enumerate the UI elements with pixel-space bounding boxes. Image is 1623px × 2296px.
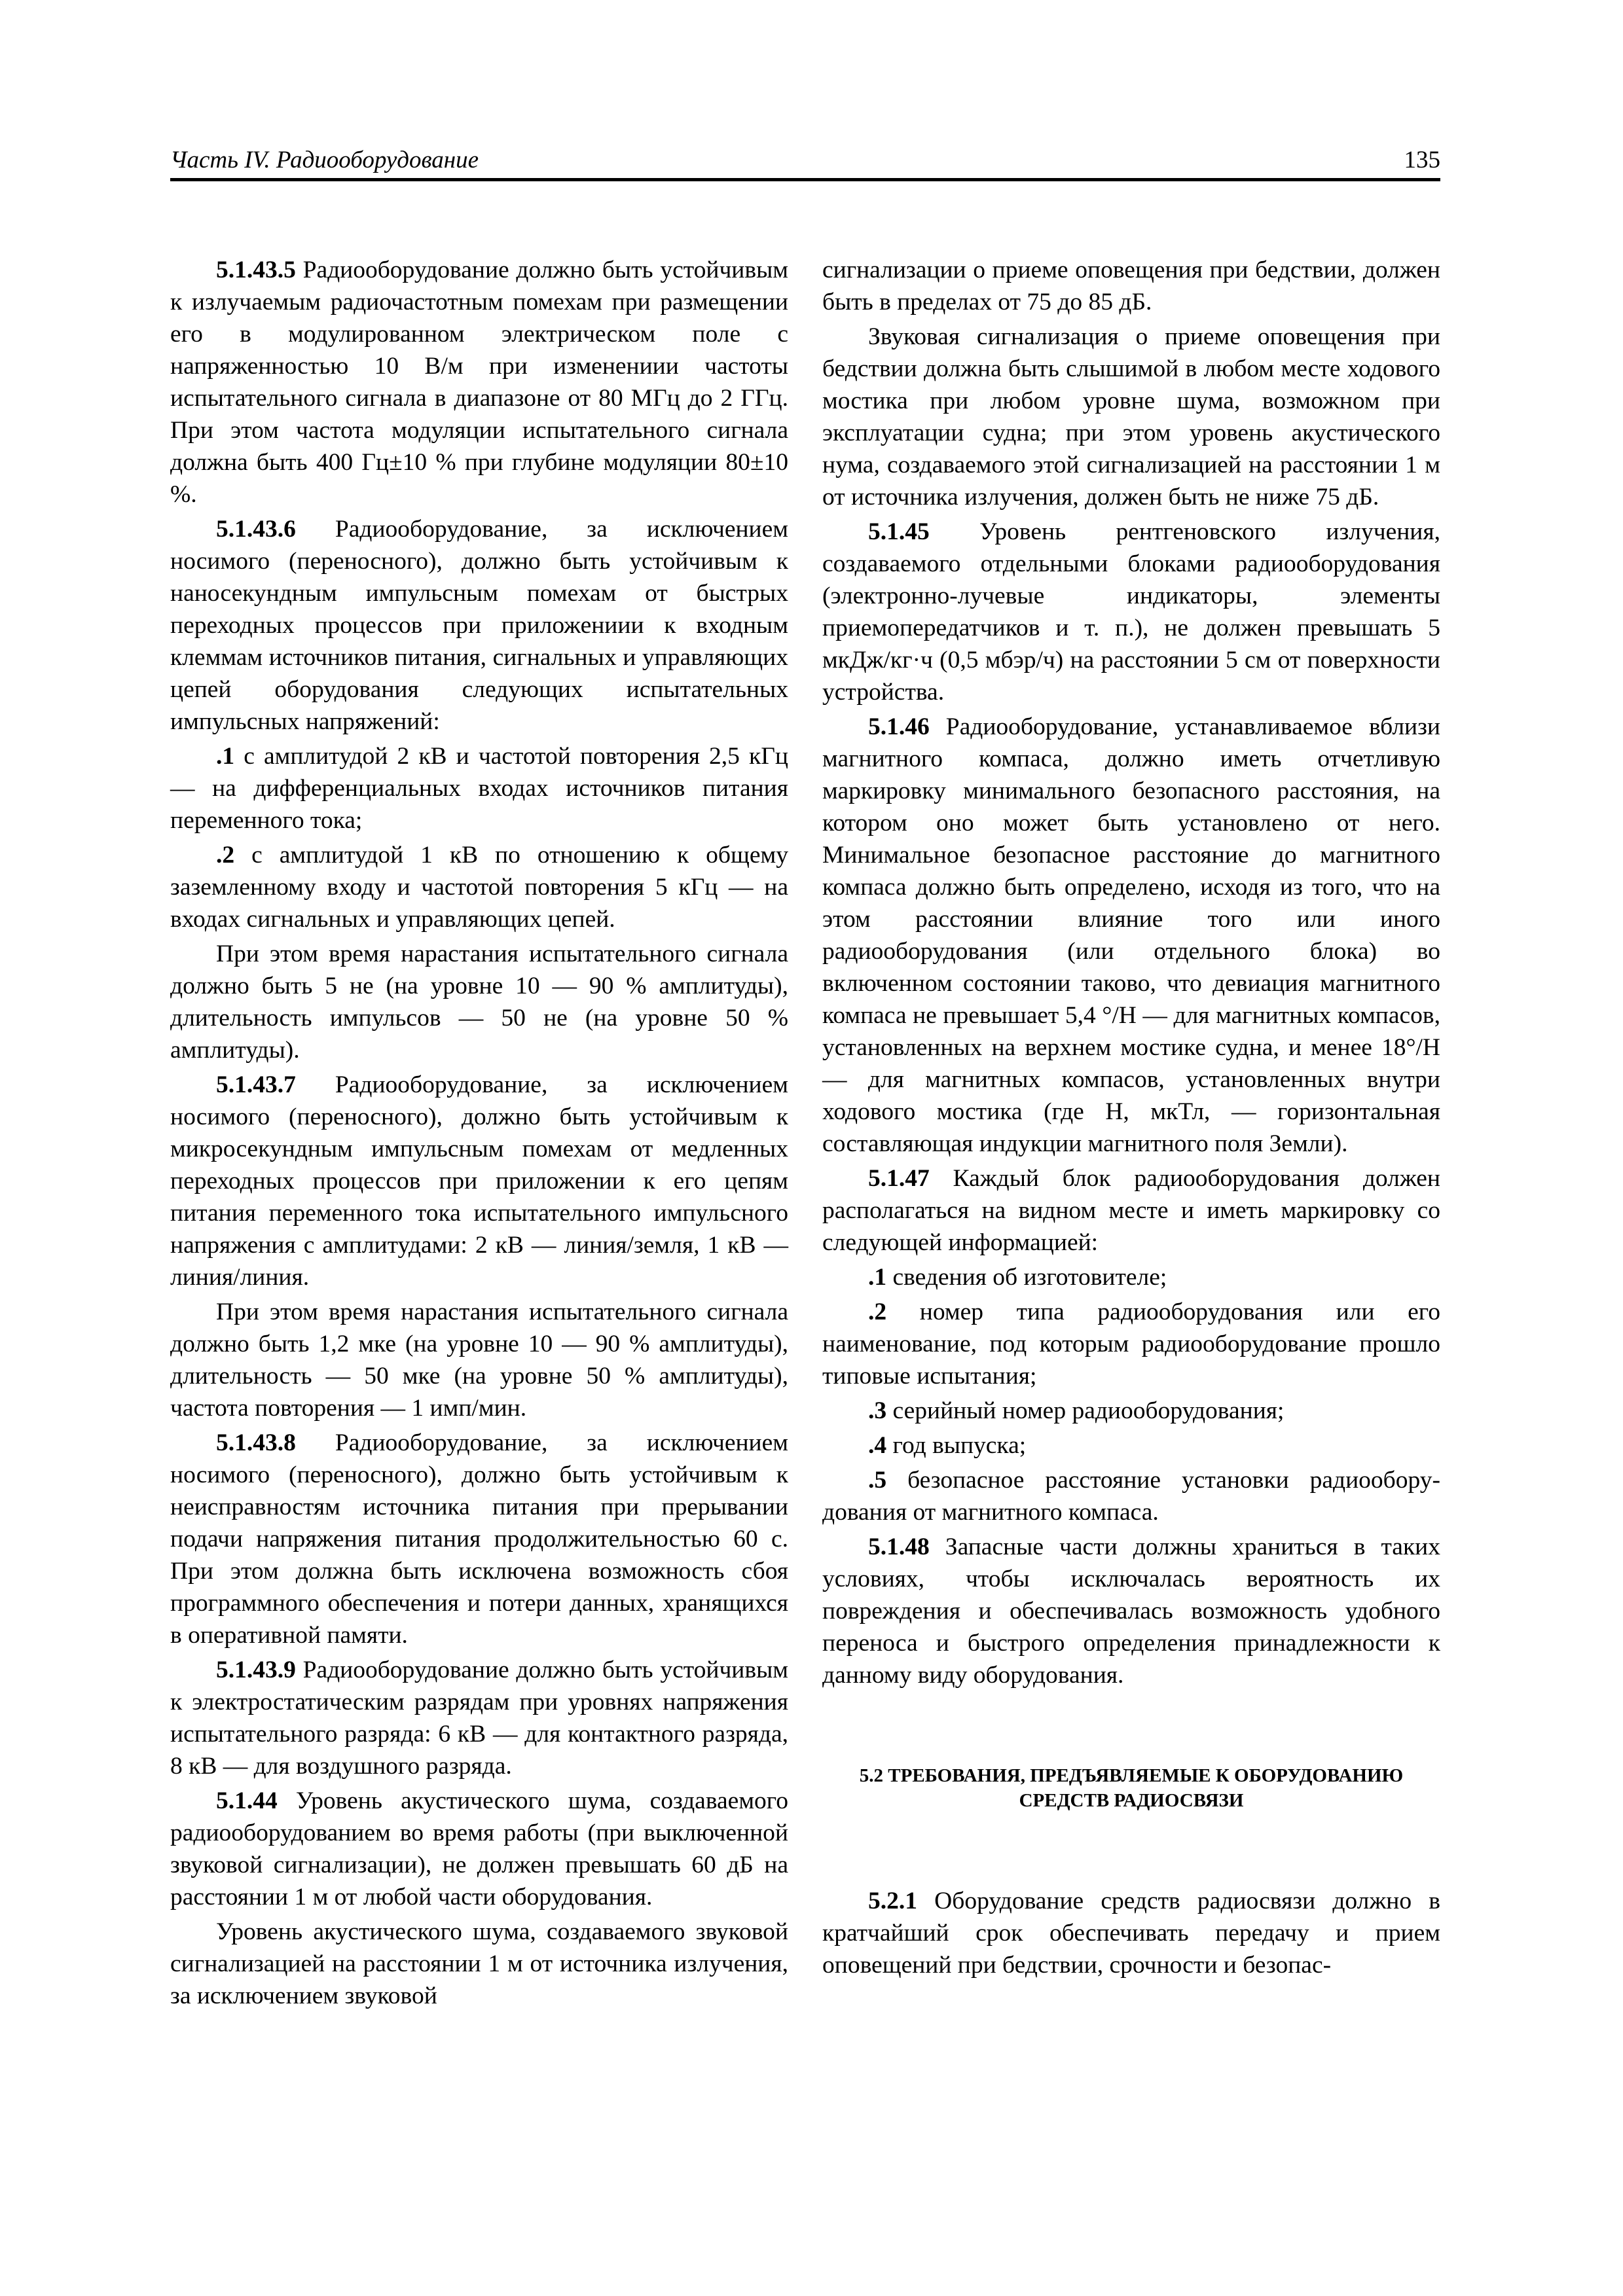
paragraph-text: Радиооборудование, за исключением носимого (переносного), должно быть устойчивым к микросекундным импульсным помехам от медленных переходных процессов при приложении к его цепям питания переменного тока испытательного импульсного напряжения с амплитудами: 2 кВ — линия/земля, 1 кВ — линия/линия. (170, 1071, 788, 1291)
paragraph (822, 1162, 1440, 1259)
right-column (822, 254, 1440, 1984)
clause-number: .1 (216, 743, 235, 770)
paragraph-text: Уровень акустического шума, создаваемого радиооборудованием во время работы (при выключенной звуковой сигнализации), не должен превышать 60 дБ на расстоянии 1 м от любой части оборудования. (170, 1787, 788, 1910)
paragraph (170, 513, 788, 738)
paragraph (822, 254, 1440, 318)
right-column-paragraphs (822, 254, 1440, 1691)
paragraph-text: Звуковая сигнализация о приеме оповещения при бедствии должна быть слышимой в любом месте ходового мостика при любом уровне шума, возможном при эксплуатации судна; при этом уровень акустического нума, создаваемого этой сигнализацией на расстоянии 1 м от источника излучения, должен быть не ниже 75 дБ. (822, 323, 1440, 511)
paragraph (170, 1916, 788, 2012)
clause-number: 5.1.44 (216, 1787, 278, 1814)
page-number: 135 (1404, 147, 1440, 173)
paragraph-text: Запасные части должны храниться в таких условиях, чтобы исключалась вероятность их повреждения и обеспечивалась возможность удобного переноса и быстрого определения принадлежности к данному виду оборудования. (822, 1534, 1440, 1689)
paragraph (822, 516, 1440, 708)
paragraph-text: Радиооборудование должно быть устойчивым к электростатическим разрядам при уровнях напряжения испытательного разряда: 6 кВ — для контактного разряда, 8 кВ — для воздушного разряда. (170, 1657, 788, 1780)
paragraph (822, 1885, 1440, 1981)
running-header (170, 144, 1440, 178)
paragraph-text: Каждый блок радиооборудования должен располагаться на видном месте и иметь маркировку со следующей информацией: (822, 1165, 1440, 1256)
paragraph (170, 938, 788, 1066)
paragraph (822, 1429, 1440, 1462)
paragraph-text: с амплитудой 1 кВ по отношению к общему заземленному входу и частотой повторения 5 кГц — на входах сигнальных и управляющих цепей. (170, 842, 788, 933)
clause-number: 5.1.45 (868, 518, 930, 545)
paragraph (170, 1069, 788, 1293)
paragraph-text: Радиооборудование должно быть устойчивым к излучаемым радиочастотным помехам при размещении его в модулированном электрическом поле с напряженностью 10 В/м при изменениии частоты испытательного сигнала в диапазоне от 80 МГц до 2 ГГц. При этом частота модуляции испытательного сигнала должна быть 400 Гц±10 % при глубине модуляции 80±10 %. (170, 257, 788, 508)
clause-number: .3 (868, 1397, 887, 1424)
clause-number: .4 (868, 1432, 887, 1459)
clause-number: 5.2.1 (868, 1888, 917, 1914)
left-column (170, 254, 788, 2015)
header-title: Часть IV. Радиооборудование (170, 147, 479, 173)
paragraph-text: Уровень акустического шума, создаваемого звуковой сигнализацией на расстоянии 1 м от источника излучения, за исключением звуковой (170, 1918, 788, 2009)
right-column-after-heading (822, 1885, 1440, 1981)
paragraph-text: безопасное расстояние установки радиооборудования от магнитного компаса. (822, 1467, 1440, 1526)
paragraph-text: год выпуска; (886, 1432, 1027, 1459)
paragraph (170, 1296, 788, 1424)
section-heading: 5.2 ТРЕБОВАНИЯ, ПРЕДЪЯВЛЯЕМЫЕ К ОБОРУДОВАНИЮ СРЕДСТВ РАДИОСВЯЗИ (859, 1765, 1404, 1811)
clause-number: 5.1.47 (868, 1165, 930, 1192)
clause-number: 5.1.43.7 (216, 1071, 296, 1098)
clause-number: .1 (868, 1264, 887, 1291)
paragraph (170, 254, 788, 511)
clause-number: .2 (868, 1299, 887, 1325)
paragraph-text: сигнализации о приеме оповещения при бедствии, должен быть в пределах от 75 до 85 дБ. (822, 257, 1440, 315)
clause-number: 5.1.43.5 (216, 257, 296, 283)
paragraph (170, 839, 788, 935)
paragraph (822, 1531, 1440, 1691)
paragraph-text: с амплитудой 2 кВ и частотой повторения 2,5 кГц — на дифференциальных входах источников питания переменного тока; (170, 743, 788, 834)
clause-number: .5 (868, 1467, 887, 1494)
paragraph-text: При этом время нарастания испытательного сигнала должно быть 5 не (на уровне 10 — 90 % амплитуды), длительность импульсов — 50 не (на уровне 50 % амплитуды). (170, 941, 788, 1064)
paragraph-text: Радиооборудование, за исключением носимого (переносного), должно быть устойчивым к наносекундным импульсным помехам от быстрых переходных процессов при приложениии к входным клеммам источников питания, сигнальных и управляющих цепей оборудования следующих испытательных импульсных напряжений: (170, 516, 788, 735)
paragraph (822, 711, 1440, 1160)
paragraph (822, 1464, 1440, 1528)
paragraph-text: серийный номер радиооборудования; (886, 1397, 1285, 1424)
paragraph-text: Радиооборудование, за исключением носимого (переносного), должно быть устойчивым к неисправностям источника питания при прерывании подачи напряжения питания продолжительностью 60 с. При этом должна быть исключена возможность сбоя программного обеспечения и потери данных, хранящихся в оперативной памяти. (170, 1429, 788, 1649)
clause-number: 5.1.43.8 (216, 1429, 296, 1456)
paragraph (170, 740, 788, 836)
paragraph (822, 321, 1440, 513)
paragraph (170, 1427, 788, 1651)
paragraph-text: При этом время нарастания испытательного сигнала должно быть 1,2 мке (на уровне 10 — 90 % амплитуды), длительность — 50 мке (на уровне 50 % амплитуды), частота повторения — 1 имп/мин. (170, 1299, 788, 1422)
paragraph-text: номер типа радиооборудования или его наименование, под которым радиооборудование прошло типовые испытания; (822, 1299, 1440, 1390)
paragraph (170, 1654, 788, 1782)
paragraph (170, 1785, 788, 1913)
paragraph (822, 1395, 1440, 1427)
paragraph-text: Уровень рентгеновского излучения, создаваемого отдельными блоками радиооборудования (электронно-лучевые индикаторы, элементы приемопередатчиков и т. п.), не должен превышать 5 мкДж/кг·ч (0,5 мбэр/ч) на расстоянии 5 см от поверхности устройства. (822, 518, 1440, 706)
clause-number: 5.1.48 (868, 1534, 930, 1560)
clause-number: 5.1.43.9 (216, 1657, 296, 1683)
paragraph-text: сведения об изготовителе; (886, 1264, 1167, 1291)
paragraph-text: Радиооборудование, устанавливаемое вблизи магнитного компаса, должно иметь отчетливую маркировку минимального безопасного расстояния, на котором оно может быть установлено от него. Минимальное безопасное расстояние до магнитного компаса должно быть определено, исходя из того, что на этом расстоянии влияние того или иного радиооборудования (или отдельного блока) во включенном состоянии таково, что девиация магнитного компаса не превышает 5,4 °/Н — для магнитных компасов, установленных на верхнем мостике судна, и менее 18°/Н — для магнитных компасов, установленных внутри ходового мостика (где Н, мкТл, — горизонтальная составляющая индукции магнитного поля Земли). (822, 713, 1440, 1157)
paragraph (822, 1296, 1440, 1392)
paragraph (822, 1261, 1440, 1293)
clause-number: .2 (216, 842, 235, 869)
paragraph-text: Оборудование средств радиосвязи должно в кратчайший срок обеспечивать передачу и прием оповещений при бедствии, срочности и безопас- (822, 1888, 1440, 1979)
clause-number: 5.1.46 (868, 713, 930, 740)
clause-number: 5.1.43.6 (216, 516, 296, 543)
header-rule (170, 178, 1440, 181)
